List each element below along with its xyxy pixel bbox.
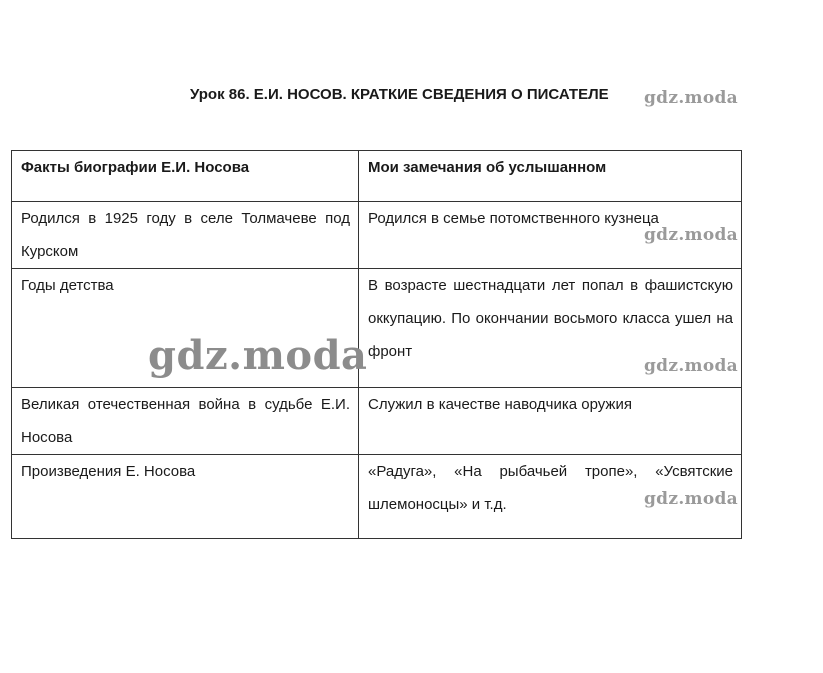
page-title: Урок 86. Е.И. НОСОВ. КРАТКИЕ СВЕДЕНИЯ О ПИСАТЕЛЕ [190,86,609,103]
header-cell-facts: Факты биографии Е.И. Носова [12,151,359,202]
table-cell: Произведения Е. Носова [12,455,359,539]
table-row [12,202,742,269]
table-header-row [12,151,742,202]
table-cell: Годы детства [12,269,359,388]
watermark: gdz.moda [644,88,738,108]
table-cell: Родился в 1925 году в селе Толмачеве под Курском [12,202,359,269]
table-cell: В возрасте шестнадцати лет попал в фашистскую оккупацию. По окончании восьмого класса ушел на фронт [359,269,742,388]
biography-table [11,150,742,539]
header-cell-notes: Мои замечания об услышанном [359,151,742,202]
table-cell: Служил в качестве наводчика оружия [359,388,742,455]
watermark-large: gdz.moda [148,332,368,379]
watermark: gdz.moda [644,356,738,376]
table-cell: «Радуга», «На рыбачьей тропе», «Усвятские шлемоносцы» и т.д. [359,455,742,539]
table-row [12,269,742,388]
watermark: gdz.moda [644,489,738,509]
table-row [12,388,742,455]
table-row [12,455,742,539]
table-cell: Великая отечественная война в судьбе Е.И. Носова [12,388,359,455]
table-cell: Родился в семье потомственного кузнеца [359,202,742,269]
watermark: gdz.moda [644,225,738,245]
